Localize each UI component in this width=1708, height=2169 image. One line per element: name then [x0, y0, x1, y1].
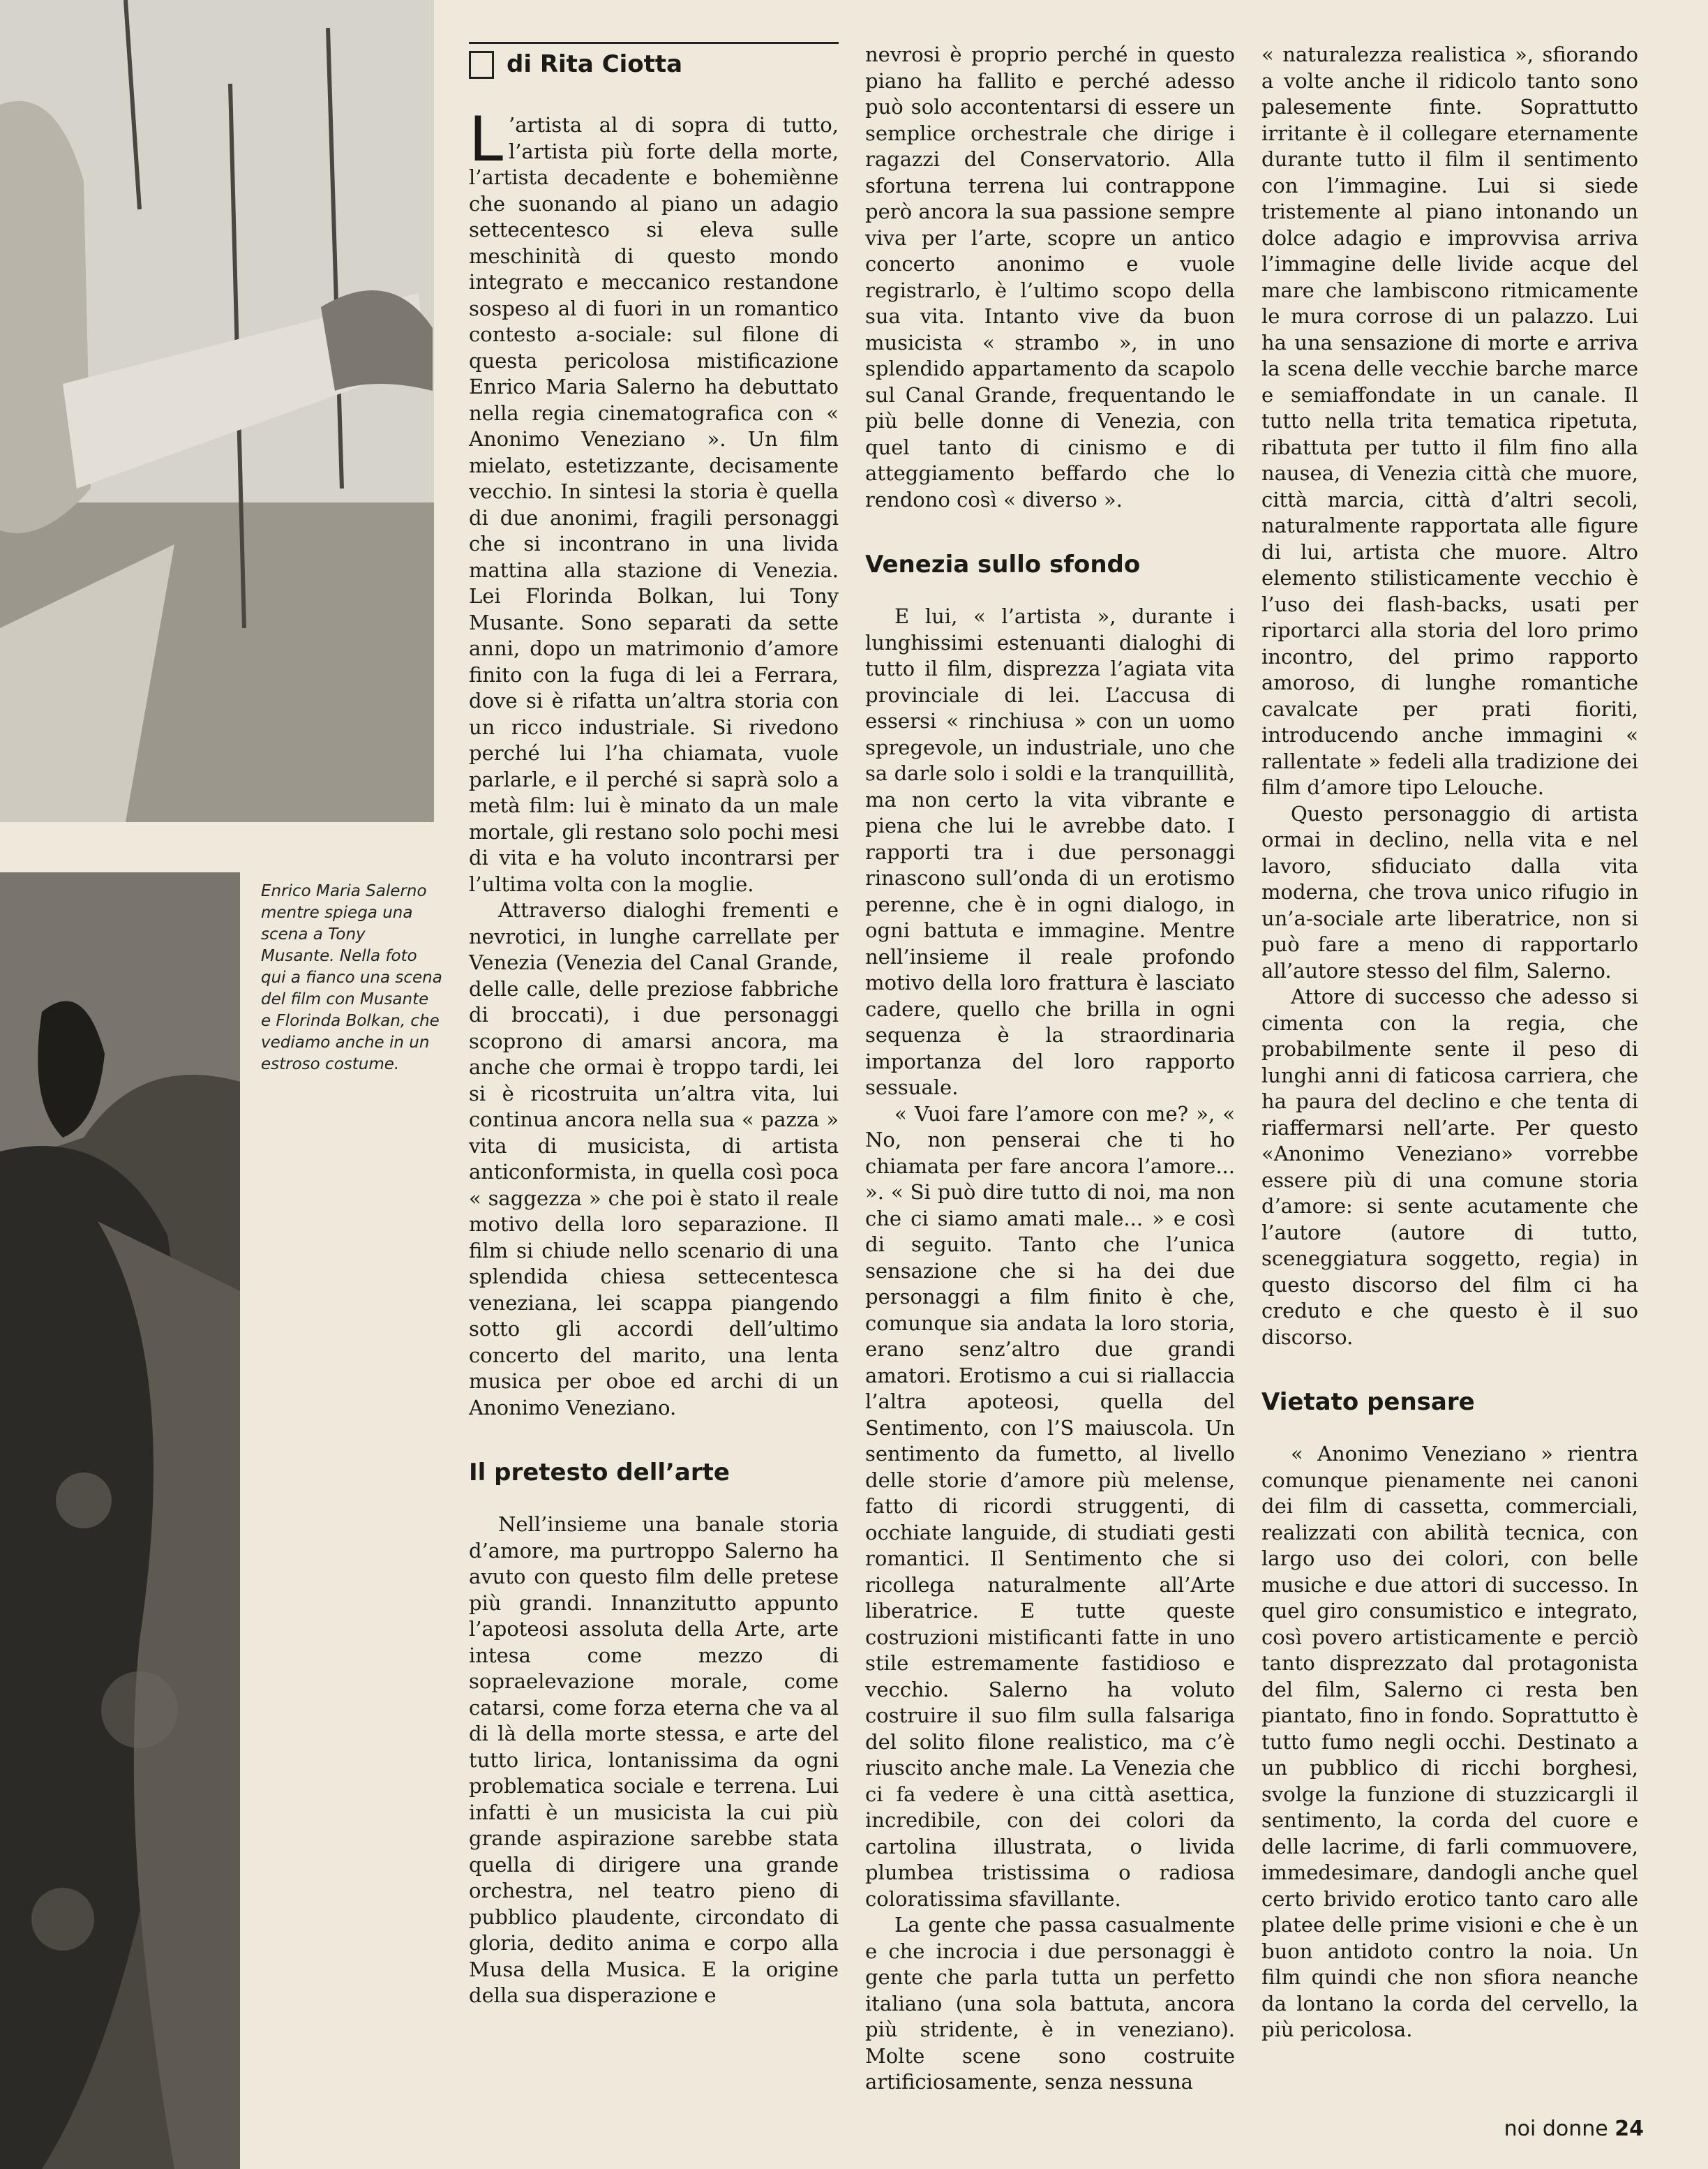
article-column-2 [865, 42, 1235, 2096]
photo-actress-costume [0, 872, 240, 2169]
page-footer [1504, 2117, 1644, 2141]
paragraph: Nell’insieme una banale storia d’amore, ma purtroppo Salerno ha avuto con questo film delle pretese più grandi. Innanzitutto appunto l’apoteosi assoluta della Arte, arte intesa come mezzo di sopraelevazione morale, come catarsi, come forza eterna che va al di là della morte stessa, e arte del tutto lirica, lontanissima da ogni problematica sociale e terrena. Lui infatti è un musicista la cui più grande aspirazione sarebbe stata quella di dirigere una grande orchestra, nel teatro pieno di pubblico plaudente, circondato di gloria, dedito anima e corpo alla Musa della Musica. E la origine della sua disperazione e [469, 1512, 839, 2007]
section-heading: Il pretesto dell’arte [469, 1459, 730, 1486]
photo-director-gesturing [0, 0, 434, 822]
article-column-3 [1261, 42, 1638, 2043]
section-heading: Vietato pensare [1261, 1388, 1475, 1416]
photo-caption: Enrico Maria Salerno mentre spiega una scena a Tony Musante. Nella foto qui a fianco una scena del film con Musante e Florinda Bolkan, che vediamo anche in un estroso costume. [261, 882, 442, 1073]
paragraph: « Anonimo Veneziano » rientra comunque pienamente nei canoni dei film di cassetta, commerciali, realizzati con abilità tecnica, con largo uso dei colori, con belle musiche e due attori di successo. In quel giro consumistico e integrato, così povero artisticamente e perciò tanto disprezzato dal protagonista del film, Salerno ci resta ben piantato, fino in fondo. Soprattutto è tutto fumo negli occhi. Destinato a un pubblico di ricchi borghesi, svolge la funzione di stuzzicargli il sentimento, la corda del cuore e delle lacrime, di farli commuovere, immedesimare, dandogli anche quel certo brivido erotico tanto caro alle platee delle prime visioni e che è un buon antidoto contro la noia. Un film quindi che non sfiora neanche da lontano la corda del cervello, la più pericolosa. [1261, 1442, 1638, 2041]
magazine-name: noi donne [1504, 2117, 1608, 2141]
article-column-1 [469, 42, 839, 2009]
drop-cap: L [469, 103, 504, 175]
paragraph: E lui, « l’artista », durante i lunghissimi estenuanti dialoghi di tutto il film, disprezza l’agiata vita provinciale di lei. L’accusa di essersi « rinchiusa » con un uomo spregevole, un industriale, uno che sa darle solo i soldi e la tranquillità, ma non certo la vita vibrante e piena che lui le avrebbe dato. I rapporti tra i due personaggi rinascono sull’onda di un erotismo perenne, che è in ogni dialogo, in ogni battuta e immagine. Mentre nell’insieme il reale profondo motivo della loro frattura è lasciato cadere, quello che brilla in ogni sequenza è la straordinaria importanza del loro rapporto sessuale. [865, 604, 1235, 1099]
paragraph: L ’artista al di sopra di tutto, l’artista più forte della morte, l’artista decadente e bohemiènne che suonando al piano un adagio settecentesco si eleva sulle meschinità di questo mondo integrato e meccanico restandone sospeso al di fuori in un romantico contesto a-sociale: sul filone di questa pericolosa mistificazione Enrico Maria Salerno ha debuttato nella regia cinematografica con « Anonimo Veneziano ». Un film mielato, estetizzante, decisamente vecchio. In sintesi la storia è quella di due anonimi, fragili personaggi che si incontrano in una livida mattina alla stazione di Venezia. Lei Florinda Bolkan, lui Tony Musante. Sono separati da sette anni, dopo un matrimonio d’amore finito con la fuga di lei a Ferrara, dove si è rifatta un’altra storia con un ricco industriale. Si rivedono perché lui l’ha chiamata, vuole parlarle, e il perché si saprà solo a metà film: lui è minato da un male mortale, gli restano solo pochi mesi di vita e ha voluto incontrarsi per l’ultima volta con la moglie. [469, 103, 839, 896]
section-heading: Venezia sullo sfondo [865, 551, 1141, 579]
paragraph: « Vuoi fare l’amore con me? », « No, non penserai che ti ho chiamata per fare ancora l’amore... ». « Si può dire tutto di noi, ma non che ci siamo amati male... » e così di seguito. Tanto che l’unica sensazione che si ha dei due personaggi a film finito è che, comunque sia andata la loro storia, erano senz’altro due grandi amatori. Erotismo a cui si riallaccia l’altra apoteosi, quella del Sentimento, con l’S maiuscola. Un sentimento da fumetto, al livello delle storie d’amore più melense, fatto di ricordi struggenti, di occhiate languide, di studiati gesti romantici. Il Sentimento che si ricollega naturalmente all’Arte liberatrice. E tutte queste costruzioni mistificanti fatte in uno stile estremamente fastidioso e vecchio. Salerno ha voluto costruire il suo film sulla falsariga del solito filone realistico, ma c’è riuscito anche male. La Venezia che ci fa vedere è una città asettica, incredibile, con dei colori da cartolina illustrata, o livida plumbea tristissima o radiosa coloratissima sfavillante. [865, 1101, 1235, 1911]
page-number: 24 [1615, 2117, 1644, 2141]
paragraph: Questo personaggio di artista ormai in declino, nella vita e nel lavoro, sfiduciato dalla vita moderna, che trova unico rifugio in un’a-sociale arte liberatrice, non si può fare a meno di rapportarlo all’autore stesso del film, Salerno. [1261, 801, 1638, 983]
paragraph: La gente che passa casualmente e che incrocia i due personaggi è gente che parla tutta un perfetto italiano (una sola battuta, ancora più stridente, è in veneziano). Molte scene sono costruite artificiosamente, senza nessuna [865, 1913, 1235, 2094]
byline [469, 42, 839, 79]
byline-text: di Rita Ciotta [507, 50, 683, 79]
paragraph: nevrosi è proprio perché in questo piano ha fallito e perché adesso può solo accontentarsi di essere un semplice orchestrale che dirige i ragazzi del Conservatorio. Alla sfortuna terrena lui contrappone però ancora la sua passione sempre viva per l’arte, scopre un antico concerto anonimo e vuole registrarlo, è l’ultimo scopo della sua vita. Intanto vive da buon musicista « strambo », in uno splendido appartamento da scapolo sul Canal Grande, frequentando le più belle donne di Venezia, con quel tanto di cinismo e di atteggiamento beffardo che lo rendono così « diverso ». [865, 43, 1235, 512]
square-bullet-icon [469, 51, 494, 79]
paragraph: « naturalezza realistica », sfiorando a volte anche il ridicolo tanto sono palesemente finte. Soprattutto irritante è il collegare eternamente durante tutto il film il sentimento con l’immagine. Lui si siede tristemente al piano intonando un dolce adagio e improvvisa arriva l’immagine delle livide acque del mare che lambiscono ritmicamente le mura corrose di un palazzo. Lui ha una sensazione di morte e arriva la scena delle vecchie barche marce e semiaffondate in un canale. Il tutto nella trita tematica ripetuta, ribattuta per tutto il film fino alla nausea, di Venezia città che muore, città marcia, città d’altri secoli, naturalmente rapportata alle figure di lui, artista che muore. Altro elemento stilisticamente vecchio è l’uso dei flash-backs, usati per riportarci alla storia del loro primo incontro, del primo rapporto amoroso, di lunghe romantiche cavalcate per prati fioriti, introducendo anche immagini « rallentate » fedeli alla tradizione dei film d’amore tipo Lelouche. [1261, 43, 1638, 799]
paragraph: Attraverso dialoghi frementi e nevrotici, in lunghe carrellate per Venezia (Venezia del Canal Grande, delle calle, delle preziose fabbriche di broccati), i due personaggi scoprono di amarsi ancora, ma anche che ormai è troppo tardi, lei si è ricostruita un’altra vita, lui continua ancora nella sua « pazza » vita di musicista, di artista anticonformista, in quella così poca « saggezza » che poi è stato il reale motivo della loro separazione. Il film si chiude nello scenario di una splendida chiesa settecentesca veneziana, lei scappa piangendo sotto gli accordi dell’ultimo concerto del marito, una lenta musica per oboe ed archi di un Anonimo Veneziano. [469, 898, 839, 1419]
paragraph: Attore di successo che adesso si cimenta con la regia, che probabilmente sente il peso di lunghi anni di faticosa carriera, che ha paura del declino e che tenta di riaffermarsi nell’arte. Per questo «Anonimo Veneziano» vorrebbe essere più di una comune storia d’amore: si sente acutamente che l’autore (autore di tutto, sceneggiatura soggetto, regia) in questo discorso del film ci ha creduto e che questo è il suo discorso. [1261, 985, 1638, 1349]
